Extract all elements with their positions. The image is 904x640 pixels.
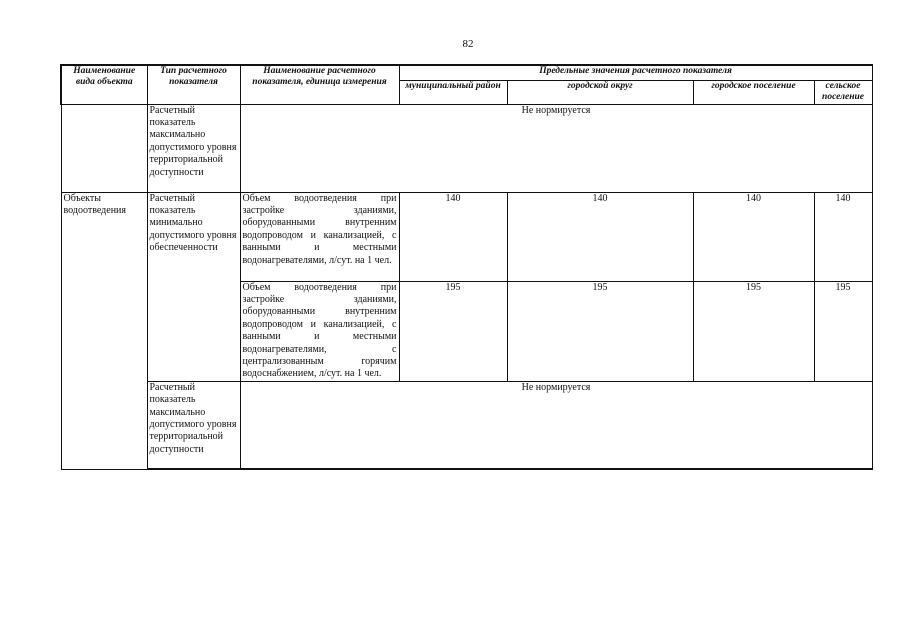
indicator-name-1: Объем водоотведения при застройке зданиями, оборудованными внутренним водопроводом и канализацией, с ванными и местными водонагревателями, л/сут. на 1 чел. [240,192,399,281]
object-name-cell: Объекты водоотведения [61,192,147,469]
indicator-type-access-top: Расчетный показатель максимально допустимого уровня территориальной доступности [147,104,240,192]
object-cell-empty [61,104,147,192]
not-normalized-bottom: Не нормируется [240,381,872,469]
header-rural-settlement: сельское поселение [814,80,872,104]
header-object-name: Наименование вида объекта [61,65,147,104]
indicator-name-2: Объем водоотведения при застройке зданиями, оборудованными внутренним водопроводом и канализацией, с ванными и местными водонагревателями, с централизованным горячим водоснабжением, л/сут. на 1 чел. [240,281,399,381]
header-indicator-type: Тип расчетного показателя [147,65,240,104]
value-municipal-district-2: 195 [399,281,507,381]
norms-table [60,64,873,470]
header-urban-settlement: городское поселение [693,80,814,104]
value-rural-settlement-1: 140 [814,192,872,281]
header-municipal-district: муниципальный район [399,80,507,104]
not-normalized-top: Не нормируется [240,104,872,192]
value-municipal-district-1: 140 [399,192,507,281]
value-urban-settlement-1: 140 [693,192,814,281]
indicator-type-access-bottom: Расчетный показатель максимально допустимого уровня территориальной доступности [147,381,240,469]
value-urban-settlement-2: 195 [693,281,814,381]
value-rural-settlement-2: 195 [814,281,872,381]
indicator-type-provision: Расчетный показатель минимально допустимого уровня обеспеченности [147,192,240,381]
page-number: 82 [462,38,474,50]
header-limit-values: Предельные значения расчетного показателя [399,65,872,80]
value-city-district-2: 195 [507,281,693,381]
header-indicator-name: Наименование расчетного показателя, единица измерения [240,65,399,104]
value-city-district-1: 140 [507,192,693,281]
header-city-district: городской округ [507,80,693,104]
